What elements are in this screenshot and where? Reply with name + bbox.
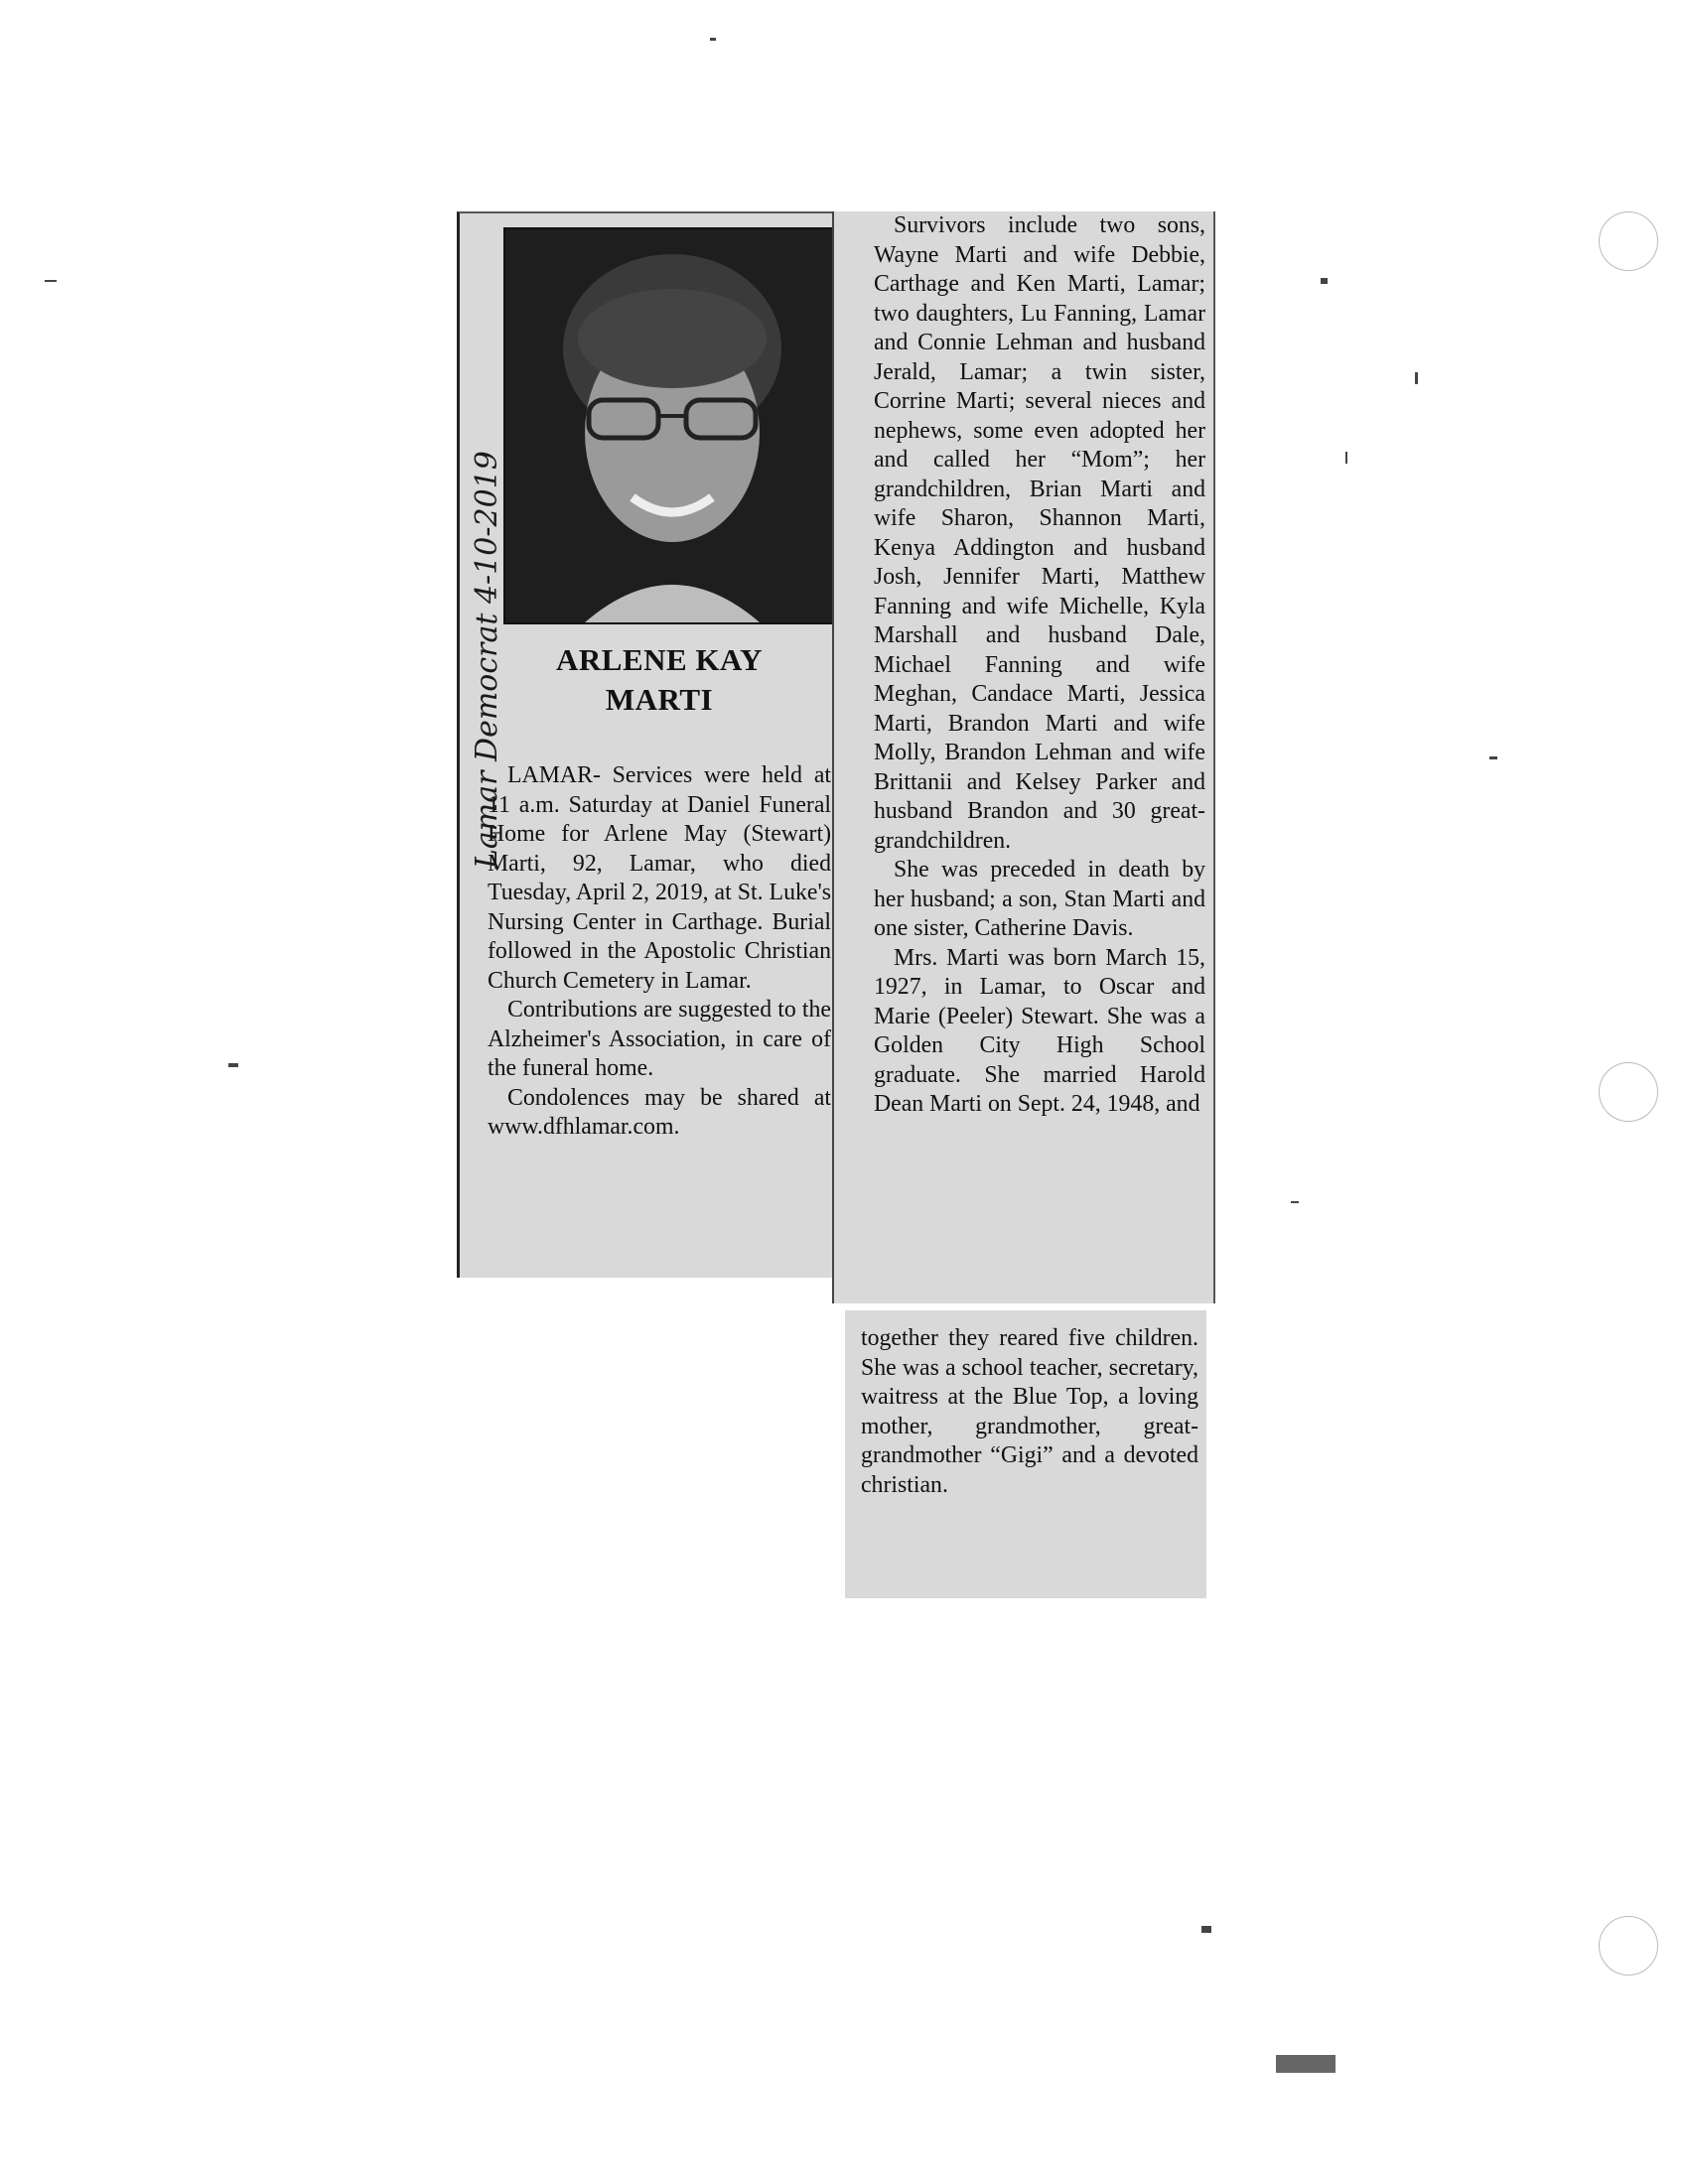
handwritten-date-note — [459, 318, 510, 874]
continuation-paragraph: together they reared five children. She was a school teacher, secretary, waitress at the Blue Top, a loving mother, grandmother, great-grandmother “Gigi” and a devoted christian. — [861, 1325, 1198, 1498]
scan-speck — [1291, 1201, 1299, 1203]
biography-paragraph: Mrs. Marti was born March 15, 1927, in Lamar, to Oscar and Marie (Peeler) Stewart. She was a Golden City High School graduate. She married Harold Dean Marti on Sept. 24, 1948, and — [874, 944, 1205, 1117]
name-line-1: ARLENE KAY — [556, 642, 763, 677]
scan-speck — [710, 38, 716, 41]
preceded-paragraph: She was preceded in death by her husband; a son, Stan Marti and one sister, Catherine Davis. — [874, 857, 1205, 941]
survivors-paragraph: Survivors include two sons, Wayne Marti and wife Debbie, Carthage and Ken Marti, Lamar; two daughters, Lu Fanning, Lamar and Connie Lehman and husband Jerald, Lamar; a twin sister, Corrine Marti; several nieces and nephews, some even adopted her and called her “Mom”; her grandchildren, Brian Marti and wife Sharon, Shannon Marti, Kenya Addington and husband Josh, Jennifer Marti, Matthew Fanning and wife Michelle, Kyla Marshall and husband Dale, Michael Fanning and wife Meghan, Candace Marti, Jessica Marti, Brandon Marti and wife Molly, Brandon Lehman and wife Brittanii and Kelsey Parker and husband Brandon and 30 great-grandchildren. — [874, 212, 1205, 854]
binder-hole-bottom — [1599, 1916, 1658, 1976]
contributions-paragraph: Contributions are suggested to the Alzheimer's Association, in care of the funeral home. — [488, 997, 831, 1081]
obituary-right-column — [832, 211, 1215, 1303]
deceased-name — [476, 640, 843, 720]
right-body-text — [874, 211, 1205, 1120]
scan-smudge — [1276, 2055, 1336, 2073]
scan-speck — [45, 280, 57, 282]
scan-speck — [1415, 372, 1418, 384]
scan-speck — [1201, 1926, 1211, 1933]
portrait-photo — [503, 227, 841, 624]
continuation-text — [861, 1324, 1198, 1500]
scan-speck — [1321, 278, 1328, 284]
left-body-text — [488, 761, 831, 1143]
scan-speck — [228, 1063, 238, 1067]
services-paragraph: LAMAR- Services were held at 11 a.m. Saturday at Daniel Funeral Home for Arlene May (Stewart) Marti, 92, Lamar, who died Tuesday, April 2, 2019, at St. Luke's Nursing Center in Carthage. Burial followed in the Apostolic Christian Church Cemetery in Lamar. — [488, 762, 831, 994]
name-line-2: MARTI — [605, 682, 714, 717]
scan-speck — [1489, 756, 1497, 759]
obituary-left-column — [457, 211, 845, 1278]
binder-hole-middle — [1599, 1062, 1658, 1122]
binder-hole-top — [1599, 211, 1658, 271]
condolences-paragraph: Condolences may be shared at www.dfhlamar.com. — [488, 1084, 831, 1140]
handwritten-note-text: Lamar Democrat 4-10-2019 — [470, 451, 504, 869]
obituary-continuation — [845, 1310, 1206, 1598]
portrait-image — [505, 229, 839, 622]
scan-speck — [1345, 452, 1347, 464]
